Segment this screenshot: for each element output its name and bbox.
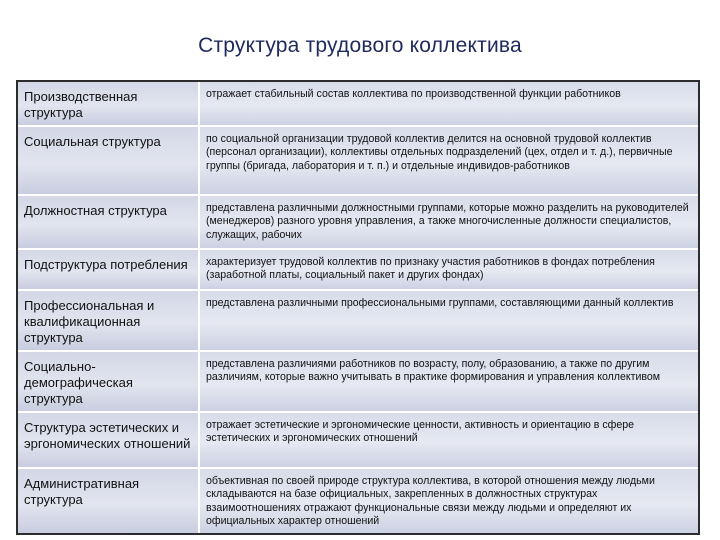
structure-name-cell (18, 127, 200, 196)
structure-description-cell (200, 291, 698, 352)
structure-name-cell (18, 196, 200, 250)
table-row (18, 352, 698, 413)
structure-name-cell (18, 469, 200, 533)
structure-name: Профессиональная и квалификационная структура (24, 298, 155, 345)
table-row (18, 82, 698, 127)
structure-name: Должностная структура (24, 203, 167, 218)
structure-name: Структура эстетических и эргономических отношений (24, 420, 191, 451)
structure-description: объективная по своей природе структура коллектива, в которой отношения между людьми складываются на базе официальных, закрепленных в должностных структурах взаимоотношениях отражают функциональные связи между людьми и определяют их официальных характер отношений (206, 475, 655, 528)
structure-description-cell (200, 82, 698, 127)
structure-name: Подструктура потребления (24, 257, 188, 272)
structure-description-cell (200, 250, 698, 291)
table-row (18, 291, 698, 352)
structure-description: представлена различными профессиональными группами, составляющими данный коллектив (206, 297, 674, 309)
structure-description: отражает эстетические и эргономические ценности, активность и ориентацию в сфере эстетических и эргономических отношений (206, 419, 635, 445)
table-row (18, 127, 698, 196)
structure-description: характеризует трудовой коллектив по признаку участия работников в фондах потребления (заработной платы, социальный пакет и других фондах) (206, 256, 655, 282)
table-row (18, 413, 698, 469)
page-title: Структура трудового коллектива (198, 34, 522, 57)
structure-name-cell (18, 413, 200, 469)
structure-name-cell (18, 250, 200, 291)
structure-name: Социальная структура (24, 134, 161, 149)
table-row (18, 250, 698, 291)
structure-name-cell (18, 352, 200, 413)
structure-description-cell (200, 196, 698, 250)
table-row (18, 196, 698, 250)
structure-description: по социальной организации трудовой коллектив делится на основной трудовой коллектив (персонал организации), коллективы отдельных подразделений (цех, отдел и т. д.), первичные группы (бригада, лаборатория и т. п.) и отдельные индивидов-работников (206, 133, 673, 172)
table-row (18, 469, 698, 533)
structure-description-cell (200, 352, 698, 413)
structure-name-cell (18, 291, 200, 352)
structure-description-cell (200, 127, 698, 196)
structure-description: представлена различиями работников по возрасту, полу, образованию, а также по другим различиям, которые важно учитывать в практике формирования и управления коллективом (206, 358, 661, 384)
structure-description: отражает стабильный состав коллектива по производственной функции работников (206, 88, 621, 100)
structure-table (16, 80, 700, 535)
structure-description-cell (200, 413, 698, 469)
structure-name: Производственная структура (24, 89, 138, 120)
structure-name-cell (18, 82, 200, 127)
structure-description: представлена различными должностными группами, которые можно разделить на руководителей (менеджеров) разного уровня управления, а также многочисленные должности специалистов, служащих, рабочих (206, 202, 689, 241)
structure-description-cell (200, 469, 698, 533)
structure-name: Административная структура (24, 476, 140, 507)
structure-name: Социально-демографическая структура (24, 359, 133, 406)
